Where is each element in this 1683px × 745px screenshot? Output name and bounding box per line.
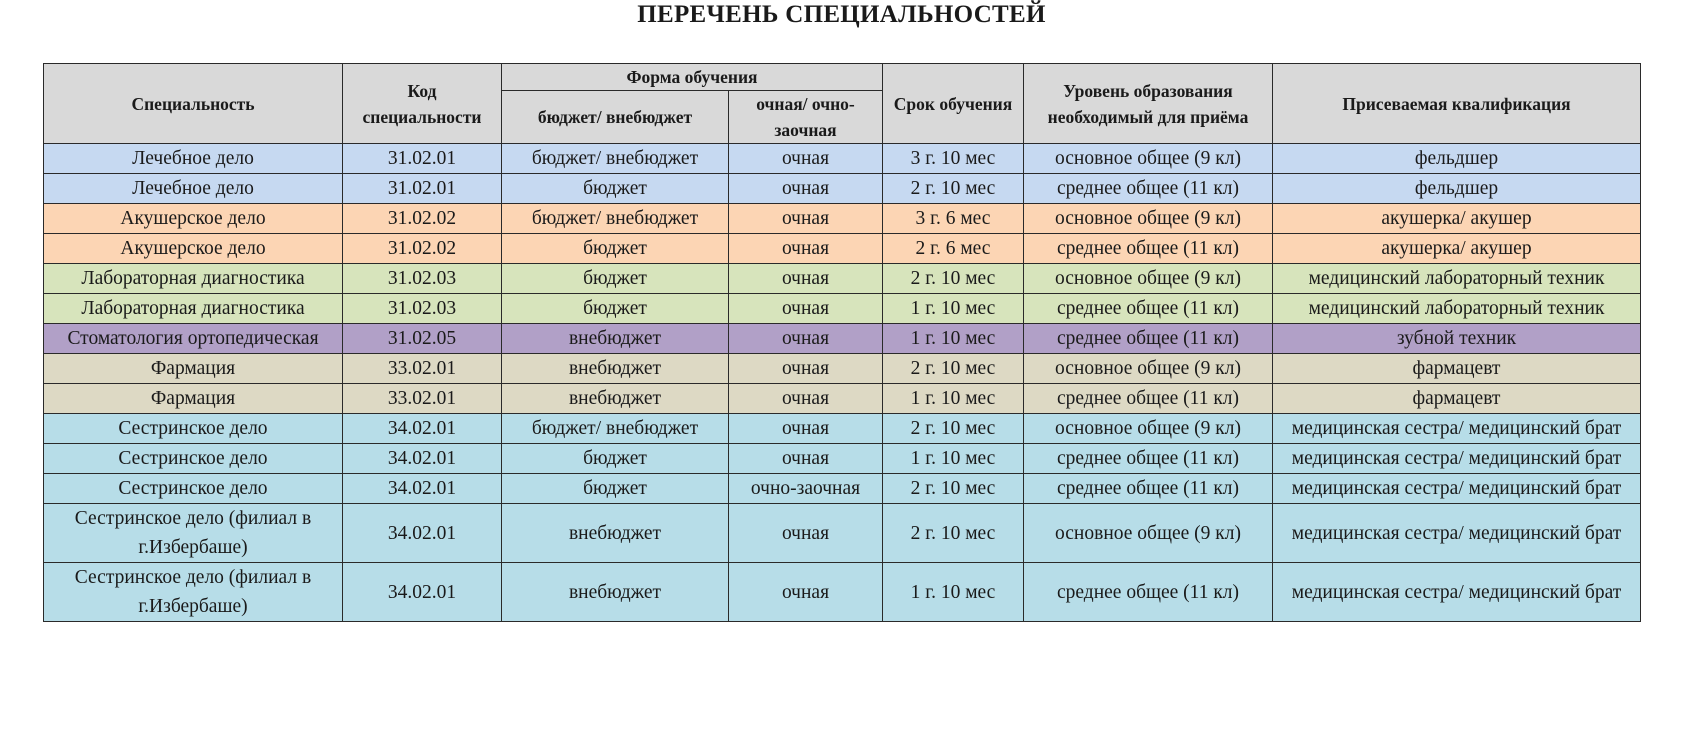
cell-duration: 1 г. 10 мес xyxy=(883,294,1024,324)
cell-duration: 2 г. 10 мес xyxy=(883,504,1024,563)
cell-code: 31.02.01 xyxy=(343,144,502,174)
cell-specialty: Лечебное дело xyxy=(44,174,343,204)
cell-specialty: Лабораторная диагностика xyxy=(44,264,343,294)
cell-specialty: Лечебное дело xyxy=(44,144,343,174)
cell-education-level: среднее общее (11 кл) xyxy=(1024,174,1273,204)
cell-mode: очно-заочная xyxy=(729,474,883,504)
header-funding: бюджет/ внебюджет xyxy=(502,91,729,144)
cell-qualification: медицинская сестра/ медицинский брат xyxy=(1273,563,1641,622)
cell-code: 33.02.01 xyxy=(343,354,502,384)
cell-funding: внебюджет xyxy=(502,563,729,622)
cell-code: 31.02.02 xyxy=(343,204,502,234)
cell-funding: бюджет xyxy=(502,444,729,474)
cell-code: 31.02.03 xyxy=(343,264,502,294)
cell-funding: бюджет xyxy=(502,174,729,204)
cell-code: 34.02.01 xyxy=(343,563,502,622)
cell-specialty: Сестринское дело (филиал в г.Избербаше) xyxy=(44,563,343,622)
cell-education-level: среднее общее (11 кл) xyxy=(1024,563,1273,622)
cell-mode: очная xyxy=(729,204,883,234)
cell-duration: 2 г. 6 мес xyxy=(883,234,1024,264)
cell-qualification: медицинский лабораторный техник xyxy=(1273,264,1641,294)
cell-mode: очная xyxy=(729,174,883,204)
cell-funding: бюджет xyxy=(502,234,729,264)
cell-education-level: среднее общее (11 кл) xyxy=(1024,474,1273,504)
cell-code: 31.02.01 xyxy=(343,174,502,204)
cell-qualification: медицинская сестра/ медицинский брат xyxy=(1273,444,1641,474)
cell-specialty: Лабораторная диагностика xyxy=(44,294,343,324)
cell-funding: бюджет xyxy=(502,264,729,294)
cell-education-level: среднее общее (11 кл) xyxy=(1024,324,1273,354)
table-row xyxy=(44,563,1641,622)
cell-code: 31.02.05 xyxy=(343,324,502,354)
cell-education-level: основное общее (9 кл) xyxy=(1024,204,1273,234)
cell-education-level: среднее общее (11 кл) xyxy=(1024,384,1273,414)
cell-specialty: Акушерское дело xyxy=(44,204,343,234)
cell-code: 31.02.03 xyxy=(343,294,502,324)
cell-qualification: медицинская сестра/ медицинский брат xyxy=(1273,414,1641,444)
table-row xyxy=(44,384,1641,414)
cell-mode: очная xyxy=(729,294,883,324)
cell-funding: бюджет xyxy=(502,474,729,504)
table-row xyxy=(44,174,1641,204)
cell-duration: 2 г. 10 мес xyxy=(883,174,1024,204)
cell-duration: 2 г. 10 мес xyxy=(883,264,1024,294)
page-title: ПЕРЕЧЕНЬ СПЕЦИАЛЬНОСТЕЙ xyxy=(637,1,1046,28)
table-row xyxy=(44,354,1641,384)
cell-education-level: основное общее (9 кл) xyxy=(1024,264,1273,294)
cell-specialty: Сестринское дело xyxy=(44,444,343,474)
cell-code: 31.02.02 xyxy=(343,234,502,264)
specialties-table xyxy=(43,63,1641,622)
table-header xyxy=(44,64,1641,144)
cell-education-level: основное общее (9 кл) xyxy=(1024,354,1273,384)
header-qualification: Присеваемая квалификация xyxy=(1273,64,1641,144)
cell-funding: бюджет xyxy=(502,294,729,324)
cell-specialty: Сестринское дело (филиал в г.Избербаше) xyxy=(44,504,343,563)
cell-qualification: медицинский лабораторный техник xyxy=(1273,294,1641,324)
cell-funding: внебюджет xyxy=(502,504,729,563)
cell-qualification: фармацевт xyxy=(1273,384,1641,414)
table-row xyxy=(44,264,1641,294)
cell-funding: внебюджет xyxy=(502,354,729,384)
cell-education-level: основное общее (9 кл) xyxy=(1024,414,1273,444)
cell-code: 34.02.01 xyxy=(343,504,502,563)
cell-education-level: основное общее (9 кл) xyxy=(1024,504,1273,563)
cell-mode: очная xyxy=(729,144,883,174)
cell-mode: очная xyxy=(729,444,883,474)
cell-funding: бюджет/ внебюджет xyxy=(502,414,729,444)
cell-qualification: акушерка/ акушер xyxy=(1273,204,1641,234)
cell-funding: внебюджет xyxy=(502,384,729,414)
table-row xyxy=(44,414,1641,444)
table-row xyxy=(44,324,1641,354)
cell-qualification: фельдшер xyxy=(1273,144,1641,174)
header-mode: очная/ очно-заочная xyxy=(729,91,883,144)
cell-specialty: Стоматология ортопедическая xyxy=(44,324,343,354)
cell-mode: очная xyxy=(729,234,883,264)
cell-education-level: среднее общее (11 кл) xyxy=(1024,234,1273,264)
cell-specialty: Сестринское дело xyxy=(44,474,343,504)
table-row xyxy=(44,234,1641,264)
cell-qualification: фармацевт xyxy=(1273,354,1641,384)
cell-qualification: медицинская сестра/ медицинский брат xyxy=(1273,504,1641,563)
cell-qualification: медицинская сестра/ медицинский брат xyxy=(1273,474,1641,504)
cell-mode: очная xyxy=(729,504,883,563)
cell-qualification: фельдшер xyxy=(1273,174,1641,204)
cell-code: 34.02.01 xyxy=(343,474,502,504)
table-row xyxy=(44,474,1641,504)
cell-duration: 2 г. 10 мес xyxy=(883,414,1024,444)
cell-qualification: акушерка/ акушер xyxy=(1273,234,1641,264)
cell-duration: 1 г. 10 мес xyxy=(883,444,1024,474)
cell-specialty: Акушерское дело xyxy=(44,234,343,264)
cell-mode: очная xyxy=(729,324,883,354)
header-specialty: Специальность xyxy=(44,64,343,144)
header-code: Код специальности xyxy=(343,64,502,144)
cell-duration: 1 г. 10 мес xyxy=(883,324,1024,354)
cell-duration: 2 г. 10 мес xyxy=(883,354,1024,384)
table-row xyxy=(44,204,1641,234)
cell-mode: очная xyxy=(729,384,883,414)
cell-specialty: Сестринское дело xyxy=(44,414,343,444)
cell-education-level: среднее общее (11 кл) xyxy=(1024,294,1273,324)
header-form-group: Форма обучения xyxy=(502,64,883,91)
cell-code: 34.02.01 xyxy=(343,444,502,474)
cell-duration: 3 г. 6 мес xyxy=(883,204,1024,234)
header-duration: Срок обучения xyxy=(883,64,1024,144)
cell-specialty: Фармация xyxy=(44,384,343,414)
header-education-level: Уровень образования необходимый для приёма xyxy=(1024,64,1273,144)
table-row xyxy=(44,504,1641,563)
cell-funding: внебюджет xyxy=(502,324,729,354)
cell-duration: 2 г. 10 мес xyxy=(883,474,1024,504)
cell-funding: бюджет/ внебюджет xyxy=(502,204,729,234)
cell-duration: 1 г. 10 мес xyxy=(883,384,1024,414)
cell-mode: очная xyxy=(729,264,883,294)
cell-code: 33.02.01 xyxy=(343,384,502,414)
cell-mode: очная xyxy=(729,414,883,444)
cell-funding: бюджет/ внебюджет xyxy=(502,144,729,174)
cell-qualification: зубной техник xyxy=(1273,324,1641,354)
cell-education-level: основное общее (9 кл) xyxy=(1024,144,1273,174)
cell-mode: очная xyxy=(729,563,883,622)
cell-specialty: Фармация xyxy=(44,354,343,384)
table-row xyxy=(44,294,1641,324)
cell-duration: 3 г. 10 мес xyxy=(883,144,1024,174)
table-body xyxy=(44,144,1641,622)
cell-duration: 1 г. 10 мес xyxy=(883,563,1024,622)
cell-education-level: среднее общее (11 кл) xyxy=(1024,444,1273,474)
cell-mode: очная xyxy=(729,354,883,384)
table-row xyxy=(44,444,1641,474)
table-row xyxy=(44,144,1641,174)
cell-code: 34.02.01 xyxy=(343,414,502,444)
